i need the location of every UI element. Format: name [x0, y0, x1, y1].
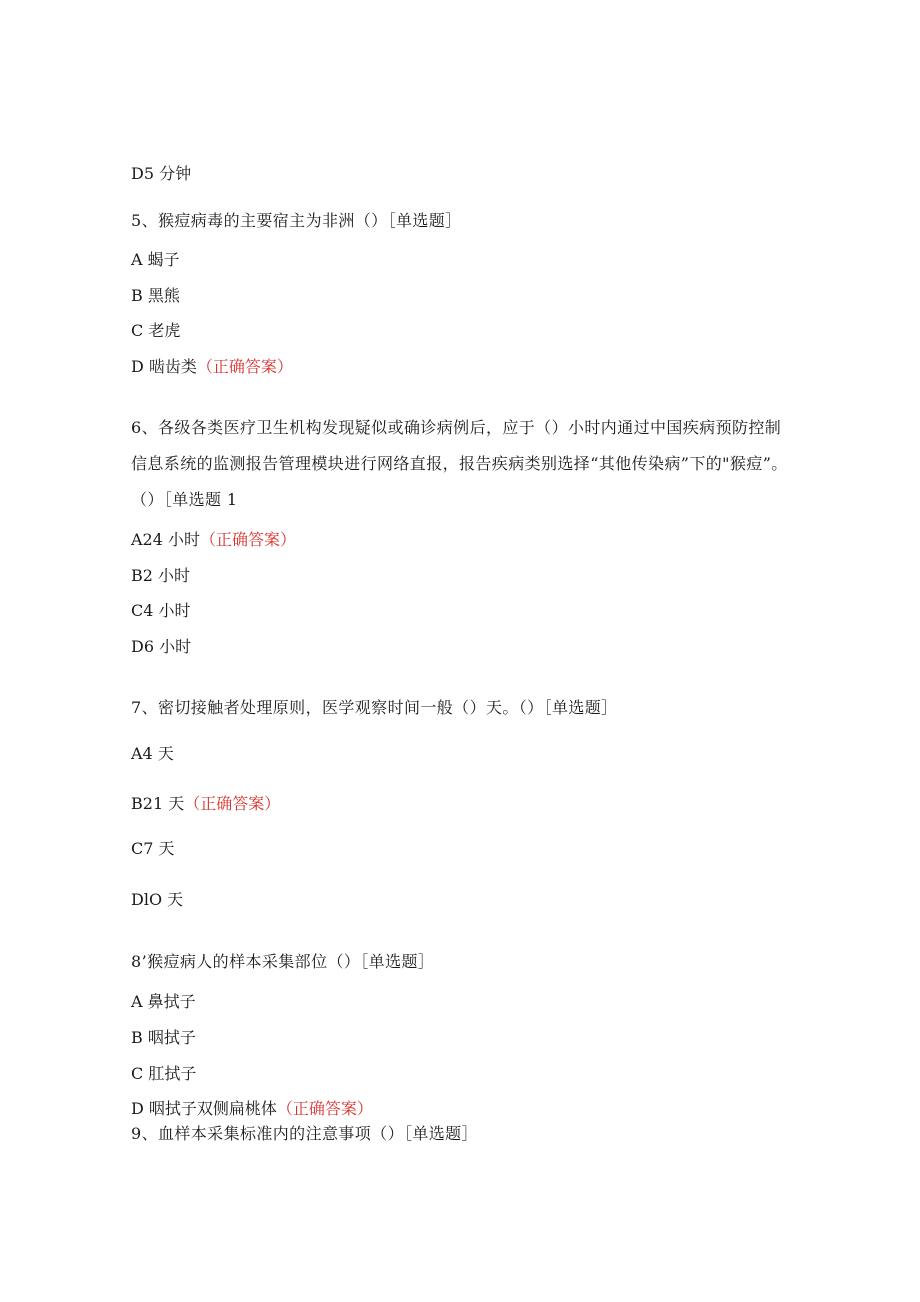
- option-q5-b: [131, 286, 180, 306]
- option-q6-b: [131, 566, 190, 586]
- option-q7-d: [131, 890, 183, 910]
- option-text: A 鼻拭子: [131, 992, 196, 1011]
- question-text: 9、血样本采集标准内的注意事项（）［单选题］: [131, 1124, 478, 1143]
- option-text: D 咽拭子双侧扁桃体: [131, 1099, 277, 1118]
- question-7: [131, 698, 618, 718]
- option-text: A4 天: [131, 744, 174, 763]
- option-text: DlO 天: [131, 890, 184, 909]
- question-text: 8’猴痘病人的样本采集部位（）［单选题］: [131, 952, 435, 971]
- option-text: B21 天: [131, 794, 185, 813]
- question-6: [131, 410, 791, 518]
- option-q5-c: [131, 321, 180, 341]
- option-q8-b: [131, 1028, 196, 1048]
- option-text: C7 天: [131, 839, 175, 858]
- option-q6-c: [131, 601, 191, 621]
- option-text: A24 小时: [131, 530, 201, 549]
- option-text: D 啮齿类: [131, 357, 197, 376]
- option-text: A 蝎子: [131, 250, 180, 269]
- option-text: B 黑熊: [131, 286, 180, 305]
- option-q8-c: [131, 1064, 196, 1084]
- option-q7-c: [131, 839, 175, 859]
- correct-answer-marker: （正确答案）: [196, 357, 293, 376]
- option-text: D6 小时: [131, 637, 192, 656]
- correct-answer-marker: （正确答案）: [276, 1099, 373, 1118]
- option-text: C 老虎: [131, 321, 181, 340]
- option-q7-a: [131, 744, 174, 764]
- correct-answer-marker: （正确答案）: [200, 530, 297, 549]
- option-q5-d: [131, 357, 293, 377]
- option-text: C4 小时: [131, 601, 191, 620]
- option-text: B 咽拭子: [131, 1028, 196, 1047]
- question-8: [131, 952, 434, 972]
- option-q8-d: [131, 1099, 373, 1119]
- option-text: D5 分钟: [131, 164, 192, 183]
- correct-answer-marker: （正确答案）: [184, 794, 281, 813]
- question-9: [131, 1124, 478, 1144]
- option-q6-d: [131, 637, 191, 657]
- option-q8-a: [131, 992, 196, 1012]
- option-text: B2 小时: [131, 566, 191, 585]
- question-5: [131, 211, 462, 231]
- option-text: C 肛拭子: [131, 1064, 197, 1083]
- question-text: 5、猴痘病毒的主要宿主为非洲（）［单选题］: [131, 211, 462, 230]
- option-q7-b: [131, 794, 280, 814]
- option-q5-a: [131, 250, 180, 270]
- question-text: 6、各级各类医疗卫生机构发现疑似或确诊病例后，应于（）小时内通过中国疾病预防控制信息系统的监测报告管理模块进行网络直报，报告疾病类别选择“其他传染病”下的"猴痘”。（）［单选题 1: [131, 418, 788, 509]
- question-text: 7、密切接触者处理原则，医学观察时间一般（）天。（）［单选题］: [131, 698, 618, 717]
- option-q6-a: [131, 530, 296, 550]
- option-q4-d: [131, 164, 191, 184]
